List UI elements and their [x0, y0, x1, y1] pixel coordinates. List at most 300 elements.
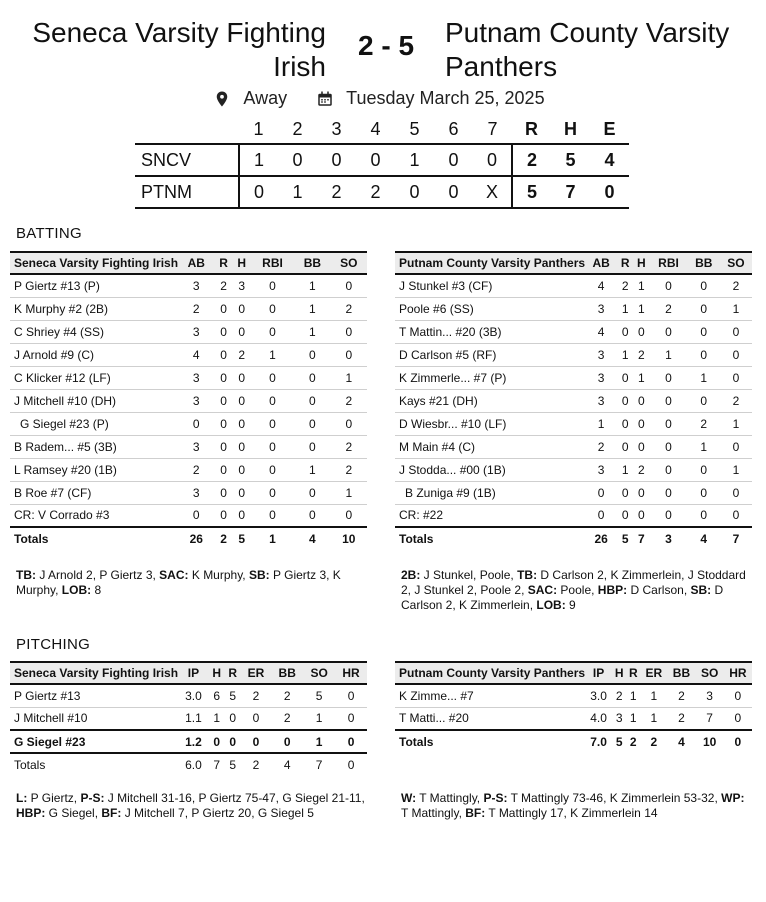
stat-header: IP: [585, 662, 612, 684]
stat-value: 3: [178, 389, 214, 412]
stat-value: 0: [178, 412, 214, 435]
stat-value: 0: [649, 320, 687, 343]
stat-value: 0: [251, 389, 294, 412]
inning-header: 2: [292, 119, 303, 139]
stat-value: 1.1: [178, 707, 209, 730]
stat-value: 0: [241, 707, 272, 730]
stat-value: 1: [294, 458, 330, 481]
note-text: Poole,: [557, 583, 598, 597]
stat-value: 0: [617, 412, 633, 435]
player-row: [395, 481, 752, 504]
inning-header: 3: [331, 119, 342, 139]
stat-header: RBI: [649, 252, 687, 274]
box-header-row: [395, 252, 752, 274]
inning-score: 0: [317, 144, 356, 176]
stat-value: 1: [633, 297, 649, 320]
totals-row: [10, 527, 367, 550]
stat-value: 1: [720, 412, 752, 435]
player-row: [10, 297, 367, 320]
stat-value: 0: [241, 730, 272, 753]
stat-value: 0: [649, 389, 687, 412]
total-value: 26: [585, 527, 617, 550]
stat-header: H: [612, 662, 626, 684]
stat-value: 0: [720, 481, 752, 504]
stat-value: 0: [251, 458, 294, 481]
stat-value: 0: [649, 412, 687, 435]
note-label: LOB:: [61, 583, 92, 597]
box-team-header: Seneca Varsity Fighting Irish: [10, 662, 178, 684]
stat-value: 0: [688, 504, 720, 527]
player-name: B Roe #7 (CF): [10, 481, 178, 504]
stat-value: 0: [617, 504, 633, 527]
note-text: T Mattingly,: [401, 806, 466, 820]
player-row: [395, 297, 752, 320]
stat-value: 0: [251, 297, 294, 320]
box-header-row: [10, 252, 367, 274]
stat-value: 2: [331, 435, 367, 458]
stat-value: 2: [720, 274, 752, 297]
stat-value: 0: [688, 297, 720, 320]
stat-value: 0: [585, 504, 617, 527]
total-value: 10: [696, 730, 724, 753]
player-row: [395, 412, 752, 435]
player-row: [395, 274, 752, 297]
stat-value: 0: [633, 320, 649, 343]
stat-value: 2: [612, 684, 626, 707]
note-label: SB:: [690, 583, 712, 597]
stat-value: 0: [331, 412, 367, 435]
note-text: T Mattingly 73-46, K Zimmerlein 53-32,: [507, 791, 722, 805]
total-header: H: [564, 119, 577, 139]
pitching-notes-away: [401, 791, 751, 821]
total-value: 2: [214, 527, 232, 550]
stat-value: 0: [724, 707, 752, 730]
stat-value: 0: [251, 435, 294, 458]
linescore-total: 5: [551, 144, 590, 176]
note-text: T Mattingly 17, K Zimmerlein 14: [485, 806, 658, 820]
stat-value: 0: [251, 274, 294, 297]
player-row: [395, 504, 752, 527]
stat-value: 2: [271, 707, 303, 730]
inning-score: 0: [395, 176, 434, 208]
stat-value: 0: [720, 343, 752, 366]
stat-value: 0: [233, 320, 251, 343]
batting-title: BATTING: [16, 225, 82, 242]
stat-value: 0: [633, 504, 649, 527]
stat-value: 0: [271, 730, 303, 753]
stat-value: 1: [331, 481, 367, 504]
stat-value: 1: [626, 707, 640, 730]
stat-value: 1: [633, 366, 649, 389]
inning-header: 5: [409, 119, 420, 139]
stat-value: 0: [294, 343, 330, 366]
stat-header: H: [209, 662, 225, 684]
stat-value: 0: [688, 320, 720, 343]
player-row: [395, 707, 752, 730]
note-label: P-S:: [80, 791, 105, 805]
stat-value: 0: [335, 707, 367, 730]
stat-value: 2: [331, 458, 367, 481]
note-text: 9: [565, 598, 576, 612]
note-text: P Giertz,: [27, 791, 81, 805]
inning-score: 1: [395, 144, 434, 176]
player-name: J Stunkel #3 (CF): [395, 274, 585, 297]
stat-value: 0: [585, 481, 617, 504]
stat-header: H: [233, 252, 251, 274]
stat-value: 0: [617, 481, 633, 504]
pitching-table-home: [10, 661, 367, 776]
stat-value: 3: [233, 274, 251, 297]
note-label: SAC:: [527, 583, 558, 597]
stat-value: 1: [294, 297, 330, 320]
stat-header: SO: [720, 252, 752, 274]
stat-value: 2: [271, 684, 303, 707]
stat-value: 0: [720, 504, 752, 527]
pitching-table-away: [395, 661, 752, 753]
note-text: J Stunkel, Poole,: [420, 568, 518, 582]
stat-value: 0: [225, 707, 241, 730]
player-name: T Matti... #20: [395, 707, 585, 730]
stat-value: 0: [225, 730, 241, 753]
note-label: SB:: [248, 568, 270, 582]
note-text: D Carlson 2, K Zimmerlein,: [401, 583, 724, 612]
stat-value: 2: [585, 435, 617, 458]
stat-value: 1: [209, 707, 225, 730]
note-label: HBP:: [16, 806, 46, 820]
batting-table-away: [395, 251, 752, 550]
stat-value: 2: [617, 274, 633, 297]
linescore-total: 4: [590, 144, 629, 176]
note-text: G Siegel,: [45, 806, 102, 820]
stat-value: 3: [585, 458, 617, 481]
stat-value: 0: [214, 435, 232, 458]
player-name: C Shriey #4 (SS): [10, 320, 178, 343]
player-name: B Zuniga #9 (1B): [395, 481, 585, 504]
stat-value: 0: [214, 504, 232, 527]
note-label: TB:: [517, 568, 538, 582]
linescore-total: 0: [590, 176, 629, 208]
stat-header: BB: [294, 252, 330, 274]
stat-value: 6: [209, 684, 225, 707]
stat-value: 2: [241, 684, 272, 707]
note-label: W:: [401, 791, 417, 805]
box-team-header: Putnam County Varsity Panthers: [395, 662, 585, 684]
player-name: P Giertz #13: [10, 684, 178, 707]
stat-value: 1: [303, 730, 335, 753]
stat-value: 2: [667, 684, 695, 707]
total-value: 0: [335, 753, 367, 776]
player-name: C Klicker #12 (LF): [10, 366, 178, 389]
stat-value: 0: [720, 366, 752, 389]
inning-header: 1: [253, 119, 264, 139]
stat-value: 2: [331, 297, 367, 320]
stat-value: 4.0: [585, 707, 612, 730]
stat-header: HR: [335, 662, 367, 684]
away-team-name: Putnam County Varsity Panthers: [445, 17, 730, 82]
stat-value: 3: [585, 366, 617, 389]
stat-value: 0: [617, 320, 633, 343]
stat-header: R: [617, 252, 633, 274]
stat-header: HR: [724, 662, 752, 684]
note-text: J Mitchell 31-16, P Giertz 75-47, G Siegel 21-11,: [104, 791, 365, 805]
stat-header: ER: [640, 662, 667, 684]
stat-value: 0: [214, 297, 232, 320]
stat-value: 1: [585, 412, 617, 435]
inning-score: 0: [473, 144, 512, 176]
stat-value: 0: [649, 366, 687, 389]
game-header: [0, 14, 766, 86]
linescore-table: [135, 116, 629, 209]
player-name: J Stodda... #00 (1B): [395, 458, 585, 481]
map-pin-icon: [213, 90, 231, 108]
stat-value: 2: [649, 297, 687, 320]
inning-score: 0: [356, 144, 395, 176]
stat-value: 0: [331, 320, 367, 343]
stat-value: 0: [214, 389, 232, 412]
stat-value: 0: [251, 366, 294, 389]
player-row: [395, 389, 752, 412]
stat-value: 1: [294, 274, 330, 297]
stat-value: 0: [294, 481, 330, 504]
date-label: Tuesday March 25, 2025: [346, 88, 545, 108]
stat-header: SO: [696, 662, 724, 684]
player-row: [10, 504, 367, 527]
player-name: B Radem... #5 (3B): [10, 435, 178, 458]
inning-score: 2: [317, 176, 356, 208]
player-name: P Giertz #13 (P): [10, 274, 178, 297]
player-row: [10, 389, 367, 412]
stat-value: 0: [251, 412, 294, 435]
total-value: 7: [209, 753, 225, 776]
stat-value: 3: [178, 435, 214, 458]
inning-header: 4: [370, 119, 381, 139]
stat-value: 2: [667, 707, 695, 730]
stat-value: 3: [178, 366, 214, 389]
stat-value: 2: [633, 343, 649, 366]
total-value: 2: [640, 730, 667, 753]
player-row: [395, 435, 752, 458]
stat-value: 3: [178, 481, 214, 504]
note-label: BF:: [465, 806, 486, 820]
total-header: E: [603, 119, 616, 139]
stat-header: ER: [241, 662, 272, 684]
stat-value: 0: [720, 435, 752, 458]
player-name: L Ramsey #20 (1B): [10, 458, 178, 481]
game-meta: [0, 88, 766, 113]
stat-value: 1: [640, 707, 667, 730]
stat-value: 0: [214, 343, 232, 366]
inning-score: X: [473, 176, 512, 208]
total-value: 4: [294, 527, 330, 550]
linescore-total: 7: [551, 176, 590, 208]
player-row: [395, 320, 752, 343]
stat-value: 0: [649, 274, 687, 297]
inning-score: 2: [356, 176, 395, 208]
box-header-row: [395, 662, 752, 684]
linescore-team: PTNM: [135, 176, 239, 208]
totals-label: Totals: [10, 527, 178, 550]
stat-value: 0: [649, 504, 687, 527]
note-label: WP:: [721, 791, 745, 805]
note-text: T Mattingly,: [416, 791, 484, 805]
stat-value: 0: [633, 389, 649, 412]
stat-value: 3: [612, 707, 626, 730]
stat-value: 2: [178, 297, 214, 320]
final-score: 2 - 5: [357, 30, 415, 61]
player-name: T Mattin... #20 (3B): [395, 320, 585, 343]
player-name: CR: V Corrado #3: [10, 504, 178, 527]
note-label: 2B:: [401, 568, 421, 582]
note-label: BF:: [101, 806, 122, 820]
stat-value: 0: [251, 320, 294, 343]
stat-value: 0: [214, 366, 232, 389]
stat-value: 0: [209, 730, 225, 753]
inning-score: 1: [239, 144, 278, 176]
stat-value: 0: [233, 412, 251, 435]
player-row: [10, 481, 367, 504]
home-team-name: Seneca Varsity Fighting Irish: [32, 17, 326, 82]
stat-value: 0: [720, 320, 752, 343]
stat-value: 1: [251, 343, 294, 366]
total-value: 6.0: [178, 753, 209, 776]
inning-header: 6: [448, 119, 459, 139]
stat-value: 2: [688, 412, 720, 435]
stat-value: 0: [688, 481, 720, 504]
note-text: J Arnold 2, P Giertz 3,: [36, 568, 160, 582]
totals-label: Totals: [10, 753, 178, 776]
player-name: J Mitchell #10 (DH): [10, 389, 178, 412]
stat-value: 2: [633, 458, 649, 481]
stat-header: RBI: [251, 252, 294, 274]
note-label: L:: [16, 791, 28, 805]
stat-header: AB: [585, 252, 617, 274]
stat-value: 0: [688, 389, 720, 412]
stat-value: 3: [585, 297, 617, 320]
stat-value: 3: [178, 274, 214, 297]
player-name: M Main #4 (C): [395, 435, 585, 458]
stat-value: 1: [294, 320, 330, 343]
box-team-header: Seneca Varsity Fighting Irish: [10, 252, 178, 274]
stat-value: 0: [294, 504, 330, 527]
player-row: [10, 343, 367, 366]
stat-value: 0: [294, 435, 330, 458]
stat-value: 0: [617, 389, 633, 412]
location: [213, 88, 295, 109]
player-row: [10, 320, 367, 343]
stat-value: 5: [303, 684, 335, 707]
stat-value: 1: [649, 343, 687, 366]
note-label: P-S:: [483, 791, 508, 805]
total-value: 5: [617, 527, 633, 550]
stat-value: 0: [233, 481, 251, 504]
player-row: [10, 435, 367, 458]
inning-header: 7: [487, 119, 498, 139]
linescore-header-team: [135, 116, 239, 144]
stat-value: 0: [233, 297, 251, 320]
stat-value: 1: [626, 684, 640, 707]
pitching-notes-home: [16, 791, 366, 821]
player-row: [10, 366, 367, 389]
player-name: K Zimmerle... #7 (P): [395, 366, 585, 389]
player-row: [10, 684, 367, 707]
stat-value: 0: [688, 274, 720, 297]
stat-header: IP: [178, 662, 209, 684]
total-value: 5: [225, 753, 241, 776]
stat-header: R: [214, 252, 232, 274]
total-value: 7: [720, 527, 752, 550]
total-value: 5: [612, 730, 626, 753]
stat-value: 1: [688, 435, 720, 458]
total-value: 4: [667, 730, 695, 753]
stat-value: 0: [178, 504, 214, 527]
note-text: 8: [91, 583, 102, 597]
batting-table-home: [10, 251, 367, 550]
linescore-header-row: [135, 116, 629, 144]
stat-value: 0: [294, 412, 330, 435]
player-row: [10, 730, 367, 753]
stat-value: 4: [585, 320, 617, 343]
stat-value: 0: [233, 366, 251, 389]
stat-value: 0: [233, 504, 251, 527]
stat-value: 0: [214, 320, 232, 343]
box-team-header: Putnam County Varsity Panthers: [395, 252, 585, 274]
stat-value: 3: [696, 684, 724, 707]
note-label: TB:: [16, 568, 36, 582]
total-value: 4: [271, 753, 303, 776]
stat-value: 1: [720, 458, 752, 481]
pitching-title: PITCHING: [16, 636, 91, 653]
totals-row: [395, 730, 752, 753]
stat-value: 0: [649, 458, 687, 481]
stat-value: 0: [251, 481, 294, 504]
player-name: CR: #22: [395, 504, 585, 527]
player-row: [10, 274, 367, 297]
player-name: J Arnold #9 (C): [10, 343, 178, 366]
player-row: [395, 458, 752, 481]
linescore-total: 5: [512, 176, 551, 208]
stat-value: 1: [617, 458, 633, 481]
stat-value: 3.0: [585, 684, 612, 707]
stat-value: 0: [633, 412, 649, 435]
player-name: K Murphy #2 (2B): [10, 297, 178, 320]
player-name: K Zimme... #7: [395, 684, 585, 707]
stat-value: 1: [688, 366, 720, 389]
stat-value: 1.2: [178, 730, 209, 753]
note-text: D Carlson 2, K Zimmerlein, J Stoddard 2, J Stunkel 2, Poole 2,: [401, 568, 746, 597]
totals-row: [395, 527, 752, 550]
note-label: LOB:: [536, 598, 566, 612]
stat-value: 0: [617, 435, 633, 458]
note-text: J Mitchell 7, P Giertz 20, G Siegel 5: [121, 806, 314, 820]
stat-value: 0: [294, 389, 330, 412]
player-row: [10, 412, 367, 435]
total-header: R: [525, 119, 538, 139]
date: [316, 88, 552, 109]
total-value: 5: [233, 527, 251, 550]
stat-value: 7: [696, 707, 724, 730]
inning-score: 0: [239, 176, 278, 208]
stat-value: 0: [688, 343, 720, 366]
stat-value: 3: [585, 389, 617, 412]
batting-notes-home: [16, 568, 366, 598]
total-value: 10: [331, 527, 367, 550]
total-value: 3: [649, 527, 687, 550]
stat-header: H: [633, 252, 649, 274]
stat-value: 0: [294, 366, 330, 389]
player-name: G Siegel #23 (P): [10, 412, 178, 435]
calendar-icon: [316, 90, 334, 108]
note-text: P Giertz 3, K Murphy,: [16, 568, 341, 597]
